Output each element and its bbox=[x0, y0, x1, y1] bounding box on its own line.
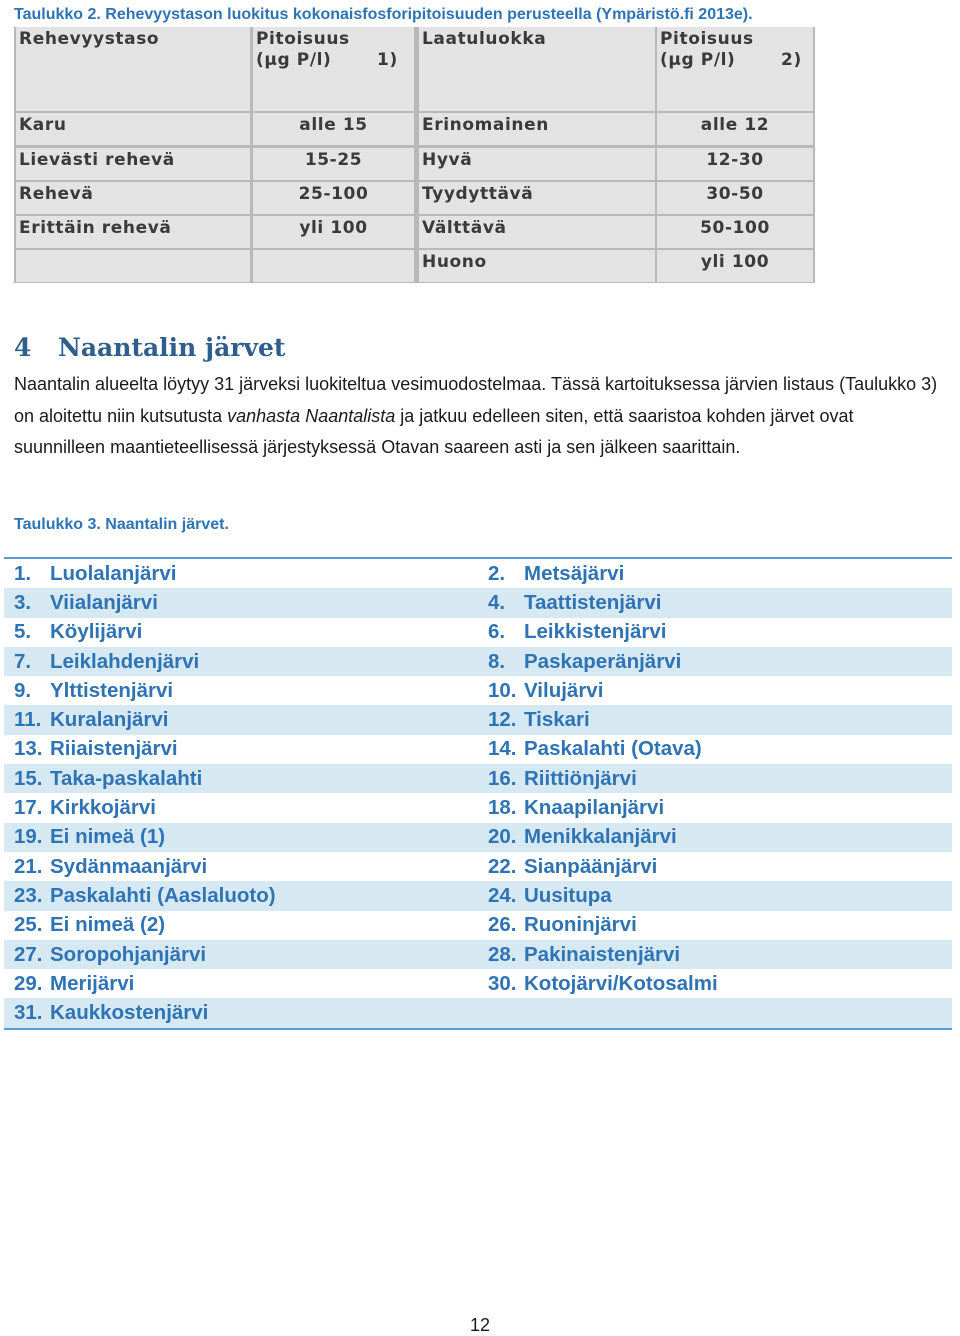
lake-name: Paskalahti (Otava) bbox=[524, 737, 702, 761]
lake-cell bbox=[480, 972, 952, 996]
lake-cell bbox=[480, 562, 952, 586]
lake-row bbox=[4, 647, 952, 676]
lake-name: Viialanjärvi bbox=[50, 590, 158, 614]
table-cell-taso bbox=[16, 250, 250, 282]
table-cell-taso: Erittäin rehevä bbox=[16, 216, 250, 248]
lake-number: 15. bbox=[14, 766, 43, 790]
header-rehevyystaso bbox=[16, 27, 250, 111]
header-unit: (µg P/l) 1) bbox=[256, 50, 398, 70]
header-label: Pitoisuus bbox=[660, 29, 754, 49]
lake-number: 6. bbox=[488, 620, 506, 644]
lake-number: 26. bbox=[488, 913, 517, 937]
intro-italic: vanhasta Naantalista bbox=[227, 405, 396, 426]
lake-name: Merijärvi bbox=[50, 971, 135, 995]
lake-number: 7. bbox=[14, 649, 32, 673]
lake-number: 22. bbox=[488, 854, 517, 878]
lake-cell bbox=[480, 796, 952, 820]
lake-number: 23. bbox=[14, 883, 43, 907]
lake-name: Köylijärvi bbox=[50, 620, 143, 644]
intro-text-2: ja jatkuu edelleen siten, että saaristoa kohden järvet ovat suunnilleen maantieteellisessä järjestyksessä Otavan saareen asti ja sen jälkeen saarittain. bbox=[14, 405, 854, 457]
lake-row bbox=[4, 940, 952, 969]
lake-name: Sydänmaanjärvi bbox=[50, 854, 208, 878]
lake-row bbox=[4, 793, 952, 822]
lake-row bbox=[4, 764, 952, 793]
lake-number: 14. bbox=[488, 737, 517, 761]
lake-row bbox=[4, 676, 952, 705]
lake-cell bbox=[4, 884, 480, 908]
lake-cell bbox=[4, 825, 480, 849]
lake-row bbox=[4, 588, 952, 617]
lake-number: 9. bbox=[14, 678, 32, 702]
lake-cell bbox=[4, 972, 480, 996]
lake-name: Ruoninjärvi bbox=[524, 913, 637, 937]
lake-number: 12. bbox=[488, 708, 517, 732]
trophic-classification-table bbox=[14, 27, 815, 283]
lake-row bbox=[4, 823, 952, 852]
table-cell-p2: 50-100 bbox=[657, 216, 813, 248]
lake-name: Soropohjanjärvi bbox=[50, 942, 207, 966]
table-cell-p1: 15-25 bbox=[253, 148, 414, 180]
lake-name: Ylttistenjärvi bbox=[50, 678, 174, 702]
lake-cell bbox=[4, 796, 480, 820]
table-cell-p1: 25-100 bbox=[253, 182, 414, 214]
lake-name: Kuralanjärvi bbox=[50, 708, 169, 732]
lake-row bbox=[4, 735, 952, 764]
lake-number: 25. bbox=[14, 913, 43, 937]
lake-name: Sianpäänjärvi bbox=[524, 854, 658, 878]
lake-name: Taka-paskalahti bbox=[50, 766, 203, 790]
lake-name: Kotojärvi/Kotosalmi bbox=[524, 971, 718, 995]
lake-cell bbox=[480, 913, 952, 937]
lake-name: Vilujärvi bbox=[524, 678, 604, 702]
header-pitoisuus-1 bbox=[253, 27, 414, 111]
lake-name: Pakinaistenjärvi bbox=[524, 942, 681, 966]
header-laatuluokka bbox=[419, 27, 655, 111]
lake-number: 8. bbox=[488, 649, 506, 673]
lake-cell bbox=[4, 913, 480, 937]
lake-name: Taattistenjärvi bbox=[524, 590, 662, 614]
lake-number: 18. bbox=[488, 796, 517, 820]
lake-number: 27. bbox=[14, 942, 43, 966]
lake-row bbox=[4, 881, 952, 910]
lake-cell bbox=[480, 1001, 952, 1025]
lake-number: 24. bbox=[488, 883, 517, 907]
lake-cell bbox=[480, 679, 952, 703]
lake-number: 30. bbox=[488, 971, 517, 995]
lake-cell bbox=[4, 737, 480, 761]
lake-name: Paskaperänjärvi bbox=[524, 649, 682, 673]
table-cell-p2: 30-50 bbox=[657, 182, 813, 214]
lake-row bbox=[4, 969, 952, 998]
lake-row bbox=[4, 618, 952, 647]
lakes-table bbox=[4, 557, 952, 1030]
lake-name: Riiaistenjärvi bbox=[50, 737, 178, 761]
lake-cell bbox=[480, 650, 952, 674]
lake-number: 1. bbox=[14, 561, 32, 585]
lake-number: 21. bbox=[14, 854, 43, 878]
lake-cell bbox=[480, 825, 952, 849]
table-cell-p2: alle 12 bbox=[657, 113, 813, 145]
lake-number: 31. bbox=[14, 1001, 43, 1025]
section-title: Naantalin järvet bbox=[58, 333, 286, 362]
lake-cell bbox=[4, 562, 480, 586]
lake-number: 10. bbox=[488, 678, 517, 702]
lake-name: Ei nimeä (2) bbox=[50, 913, 166, 937]
lake-name: Riittiönjärvi bbox=[524, 766, 637, 790]
lake-name: Kirkkojärvi bbox=[50, 796, 156, 820]
lake-name: Leiklahdenjärvi bbox=[50, 649, 200, 673]
lake-cell bbox=[4, 1001, 480, 1025]
lake-cell bbox=[4, 591, 480, 615]
lake-cell bbox=[4, 943, 480, 967]
lake-row bbox=[4, 852, 952, 881]
lake-cell bbox=[4, 650, 480, 674]
intro-paragraph bbox=[14, 369, 939, 464]
table-cell-luokka: Tyydyttävä bbox=[419, 182, 655, 214]
lake-number: 3. bbox=[14, 590, 32, 614]
table-cell-taso: Lievästi rehevä bbox=[16, 148, 250, 180]
lake-row bbox=[4, 559, 952, 588]
section-number: 4 bbox=[14, 333, 32, 362]
lake-name: Ei nimeä (1) bbox=[50, 825, 166, 849]
lake-cell bbox=[480, 708, 952, 732]
lake-cell bbox=[480, 943, 952, 967]
table-cell-p1 bbox=[253, 250, 414, 282]
section-heading bbox=[14, 333, 285, 362]
lake-name: Luolalanjärvi bbox=[50, 561, 177, 585]
lake-number: 11. bbox=[14, 708, 42, 732]
lake-name: Uusitupa bbox=[524, 883, 612, 907]
table-cell-p2: 12-30 bbox=[657, 148, 813, 180]
lake-cell bbox=[480, 620, 952, 644]
page-number: 12 bbox=[470, 1315, 491, 1335]
lake-number: 20. bbox=[488, 825, 517, 849]
lake-name: Tiskari bbox=[524, 708, 590, 732]
lake-number: 17. bbox=[14, 796, 43, 820]
lake-row bbox=[4, 911, 952, 940]
lake-number: 4. bbox=[488, 590, 506, 614]
lake-number: 5. bbox=[14, 620, 32, 644]
lake-cell bbox=[480, 737, 952, 761]
table-cell-luokka: Välttävä bbox=[419, 216, 655, 248]
table-cell-p1: yli 100 bbox=[253, 216, 414, 248]
table-cell-taso: Karu bbox=[16, 113, 250, 145]
header-label: Laatuluokka bbox=[422, 29, 547, 49]
lake-number: 16. bbox=[488, 766, 517, 790]
lake-cell bbox=[4, 679, 480, 703]
table-cell-p1: alle 15 bbox=[253, 113, 414, 145]
header-label: Pitoisuus bbox=[256, 29, 350, 49]
intro-text-1: Naantalin alueelta löytyy 31 järveksi luokiteltua vesimuodostelmaa. Tässä kartoituksessa järvien listaus (Taulukko 3) on aloitettu niin kutsutusta bbox=[14, 374, 938, 426]
lake-name: Kaukkostenjärvi bbox=[50, 1001, 209, 1025]
lake-cell bbox=[4, 708, 480, 732]
lake-row bbox=[4, 705, 952, 734]
table-cell-luokka: Erinomainen bbox=[419, 113, 655, 145]
table-cell-p2: yli 100 bbox=[657, 250, 813, 282]
table-cell-luokka: Huono bbox=[419, 250, 655, 282]
lake-cell bbox=[480, 855, 952, 879]
lake-number: 29. bbox=[14, 971, 43, 995]
lake-row bbox=[4, 998, 952, 1027]
lake-cell bbox=[480, 767, 952, 791]
lake-cell bbox=[4, 620, 480, 644]
table-caption-lakes: Taulukko 3. Naantalin järvet. bbox=[14, 516, 229, 533]
lake-name: Leikkistenjärvi bbox=[524, 620, 667, 644]
lake-cell bbox=[4, 767, 480, 791]
lake-number: 19. bbox=[14, 825, 43, 849]
header-unit: (µg P/l) 2) bbox=[660, 50, 802, 70]
lake-name: Menikkalanjärvi bbox=[524, 825, 677, 849]
lake-cell bbox=[480, 884, 952, 908]
table-caption-trophic: Taulukko 2. Rehevyystason luokitus kokonaisfosforipitoisuuden perusteella (Ympäristö.fi 2013e). bbox=[14, 6, 753, 23]
lake-cell bbox=[4, 855, 480, 879]
header-pitoisuus-2 bbox=[657, 27, 813, 111]
lake-number: 2. bbox=[488, 561, 506, 585]
lake-number: 28. bbox=[488, 942, 517, 966]
header-label: Rehevyystaso bbox=[19, 29, 160, 49]
lake-cell bbox=[480, 591, 952, 615]
table-cell-luokka: Hyvä bbox=[419, 148, 655, 180]
lake-name: Knaapilanjärvi bbox=[524, 796, 665, 820]
table-cell-taso: Rehevä bbox=[16, 182, 250, 214]
lake-number: 13. bbox=[14, 737, 43, 761]
lake-name: Paskalahti (Aaslaluoto) bbox=[50, 883, 276, 907]
lake-name: Metsäjärvi bbox=[524, 561, 625, 585]
